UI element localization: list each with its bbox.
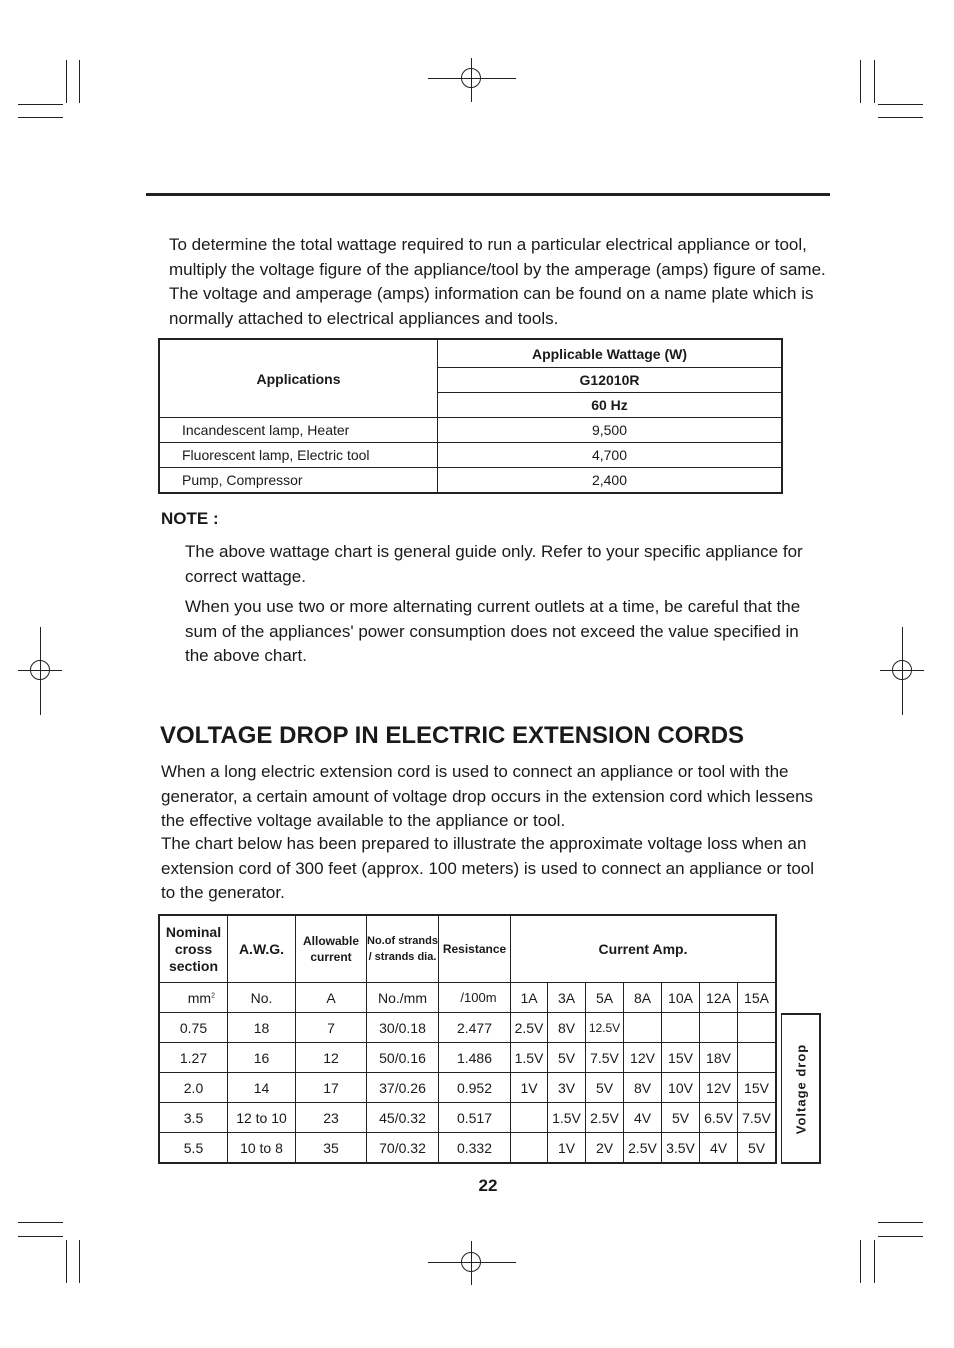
table-row: [159, 1133, 776, 1164]
awg-cell: 10 to 8: [228, 1133, 296, 1164]
drop-cell: 3.5V: [662, 1133, 700, 1164]
drop-cell: [511, 1103, 548, 1133]
allowable-cell: 35: [296, 1133, 367, 1164]
drop-cell: 10V: [662, 1073, 700, 1103]
table-row: [159, 468, 782, 494]
current-amp-header: Current Amp.: [511, 915, 777, 983]
model-cell: G12010R: [438, 368, 783, 393]
drop-cell: 6.5V: [700, 1103, 738, 1133]
drop-cell: 3V: [548, 1073, 586, 1103]
unit-nominal: $mm^2$: [159, 983, 228, 1013]
resistance-cell: 2.477: [439, 1013, 511, 1043]
drop-cell: 2.5V: [511, 1013, 548, 1043]
amp-header: 8A: [624, 983, 662, 1013]
drop-cell: 7.5V: [586, 1043, 624, 1073]
cross-cell: 3.5: [159, 1103, 228, 1133]
application-cell: Incandescent lamp, Heater: [159, 418, 438, 443]
allowable-cell: 23: [296, 1103, 367, 1133]
section-paragraph-1: When a long electric extension cord is used to connect an appliance or tool with the generator, a certain amount of voltage drop occurs in the extension cord which lessens the effective voltage available to the appliance or tool.: [161, 762, 814, 830]
drop-cell: 8V: [624, 1073, 662, 1103]
strands-header: No.of strands / strands dia.: [367, 915, 439, 983]
strands-cell: 70/0.32: [367, 1133, 439, 1164]
wattage-header: Applicable Wattage (W): [438, 339, 783, 368]
allowable-header: Allowable current: [296, 915, 367, 983]
unit-allowable: A: [296, 983, 367, 1013]
drop-cell: 2.5V: [624, 1133, 662, 1164]
allowable-cell: 7: [296, 1013, 367, 1043]
cross-cell: 5.5: [159, 1133, 228, 1164]
amp-header: 3A: [548, 983, 586, 1013]
drop-cell: 15V: [662, 1043, 700, 1073]
awg-header: A.W.G.: [228, 915, 296, 983]
frequency-cell: 60 Hz: [438, 393, 783, 418]
table-row: [159, 443, 782, 468]
drop-cell: 4V: [700, 1133, 738, 1164]
awg-cell: 16: [228, 1043, 296, 1073]
watts-cell: 2,400: [438, 468, 783, 494]
drop-cell: 5V: [548, 1043, 586, 1073]
drop-cell: [738, 1013, 777, 1043]
drop-cell: [511, 1133, 548, 1164]
strands-cell: 30/0.18: [367, 1013, 439, 1043]
drop-cell: 18V: [700, 1043, 738, 1073]
awg-cell: 12 to 10: [228, 1103, 296, 1133]
awg-cell: 14: [228, 1073, 296, 1103]
drop-cell: 12.5V: [586, 1013, 624, 1043]
unit-resistance: /100m: [439, 983, 511, 1013]
awg-cell: 18: [228, 1013, 296, 1043]
drop-cell: 4V: [624, 1103, 662, 1133]
nominal-header: Nominal cross section: [159, 915, 228, 983]
drop-cell: 5V: [662, 1103, 700, 1133]
note-paragraph-1: The above wattage chart is general guide only. Refer to your specific appliance for correct wattage.: [185, 542, 803, 586]
drop-cell: 12V: [624, 1043, 662, 1073]
voltage-drop-side-label: [781, 1013, 821, 1164]
drop-cell: 2.5V: [586, 1103, 624, 1133]
drop-cell: 1.5V: [548, 1103, 586, 1133]
drop-cell: 8V: [548, 1013, 586, 1043]
amp-header: 12A: [700, 983, 738, 1013]
cross-cell: 2.0: [159, 1073, 228, 1103]
header-rule: [146, 193, 830, 196]
wattage-table: [158, 338, 783, 494]
drop-cell: [624, 1013, 662, 1043]
amp-header: 5A: [586, 983, 624, 1013]
table-row: [159, 1013, 776, 1043]
resistance-cell: 0.332: [439, 1133, 511, 1164]
drop-cell: 7.5V: [738, 1103, 777, 1133]
drop-cell: 2V: [586, 1133, 624, 1164]
note-paragraph-2: When you use two or more alternating current outlets at a time, be careful that the sum of the appliances' power consumption does not exceed the value specified in the above chart.: [185, 597, 801, 665]
voltage-drop-table: [158, 914, 777, 1164]
drop-cell: [700, 1013, 738, 1043]
drop-cell: 1V: [511, 1073, 548, 1103]
cross-cell: 0.75: [159, 1013, 228, 1043]
resistance-header: Resistance: [439, 915, 511, 983]
table-row: [159, 1043, 776, 1073]
intro-paragraph: To determine the total wattage required to run a particular electrical appliance or tool, multiply the voltage figure of the appliance/tool by the amperage (amps) figure of same. The voltage and amperage (amps) information can be found on a name plate which is normally attached to electrical appliances and tools.: [169, 235, 826, 328]
amp-header: 1A: [511, 983, 548, 1013]
voltage-drop-label-text: Voltage drop: [793, 1043, 808, 1134]
cross-cell: 1.27: [159, 1043, 228, 1073]
application-cell: Fluorescent lamp, Electric tool: [159, 443, 438, 468]
drop-cell: 15V: [738, 1073, 777, 1103]
resistance-cell: 0.952: [439, 1073, 511, 1103]
watts-cell: 9,500: [438, 418, 783, 443]
drop-cell: [662, 1013, 700, 1043]
amp-header: 10A: [662, 983, 700, 1013]
drop-cell: 5V: [738, 1133, 777, 1164]
page-number: 22: [478, 1176, 498, 1195]
resistance-cell: 0.517: [439, 1103, 511, 1133]
drop-cell: [738, 1043, 777, 1073]
resistance-cell: 1.486: [439, 1043, 511, 1073]
strands-cell: 50/0.16: [367, 1043, 439, 1073]
table-row: [159, 418, 782, 443]
table-row: [159, 1103, 776, 1133]
watts-cell: 4,700: [438, 443, 783, 468]
allowable-cell: 17: [296, 1073, 367, 1103]
table-row: [159, 1073, 776, 1103]
strands-cell: 45/0.32: [367, 1103, 439, 1133]
drop-cell: 12V: [700, 1073, 738, 1103]
drop-cell: 1.5V: [511, 1043, 548, 1073]
unit-strands: No./mm: [367, 983, 439, 1013]
application-cell: Pump, Compressor: [159, 468, 438, 494]
strands-cell: 37/0.26: [367, 1073, 439, 1103]
drop-cell: 5V: [586, 1073, 624, 1103]
drop-cell: 1V: [548, 1133, 586, 1164]
section-paragraph-2: The chart below has been prepared to illustrate the approximate voltage loss when an extension cord of 300 feet (approx. 100 meters) is used to connect an appliance or tool to the generator.: [161, 834, 815, 902]
section-title: VOLTAGE DROP IN ELECTRIC EXTENSION CORDS: [160, 722, 745, 749]
applications-header: Applications: [159, 339, 438, 418]
unit-awg: No.: [228, 983, 296, 1013]
note-heading: NOTE :: [161, 509, 219, 528]
allowable-cell: 12: [296, 1043, 367, 1073]
amp-header: 15A: [738, 983, 777, 1013]
